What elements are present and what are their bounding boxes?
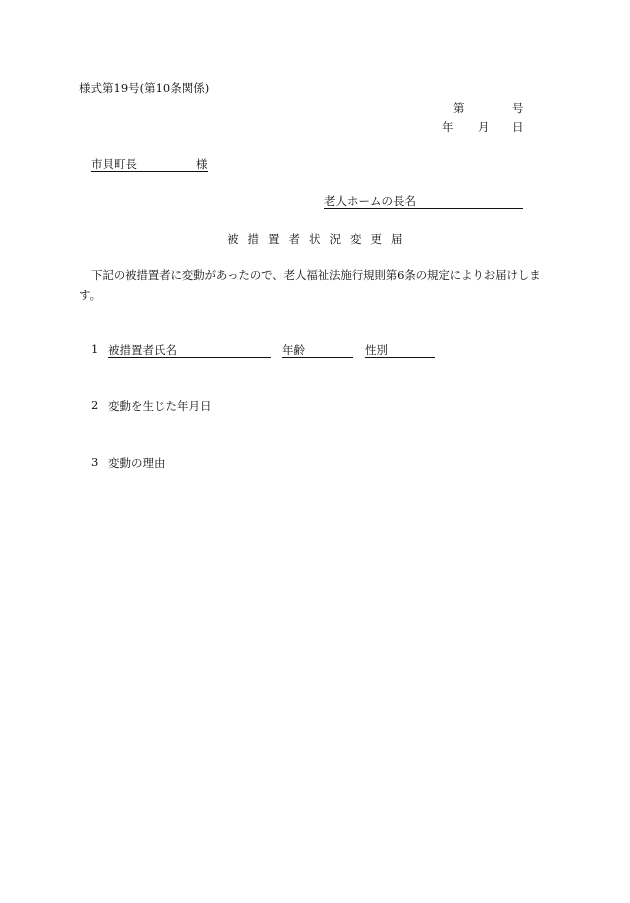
item-2-number: 2 xyxy=(91,398,99,412)
addressee-honorific: 様 xyxy=(196,157,208,171)
title-char: 届 xyxy=(391,232,403,246)
item-1-number: 1 xyxy=(91,342,99,356)
body-text-line-2: す。 xyxy=(79,288,102,302)
body-text-line-1: 下記の被措置者に変動があったので、老人福祉法施行規則第6条の規定によりお届けしま xyxy=(91,268,541,282)
addressee-name: 市貝町長 xyxy=(91,157,137,171)
addressee-line xyxy=(91,156,208,172)
item-2-label: 変動を生じた年月日 xyxy=(108,399,212,413)
title-char: 措 xyxy=(247,232,259,246)
sender-label: 老人ホームの長名 xyxy=(324,194,416,208)
document-title xyxy=(227,231,403,247)
issue-number-suffix: 号 xyxy=(512,101,524,115)
sender-line xyxy=(324,193,523,209)
date-month: 月 xyxy=(478,120,490,134)
title-char: 況 xyxy=(329,232,341,246)
item-3-number: 3 xyxy=(91,455,99,469)
form-number: 様式第19号(第10条関係) xyxy=(79,81,210,95)
item-1-label: 被措置者氏名 xyxy=(108,343,177,357)
title-char: 状 xyxy=(309,232,321,246)
date-day: 日 xyxy=(512,120,524,134)
item-1-age-label: 年齢 xyxy=(282,343,305,357)
item-1-sex-label: 性別 xyxy=(365,343,388,357)
item-1-sex-field xyxy=(365,342,435,358)
title-char: 置 xyxy=(268,232,280,246)
title-char: 被 xyxy=(227,232,239,246)
date-year: 年 xyxy=(442,120,454,134)
item-1-age-field xyxy=(282,342,353,358)
issue-number-prefix: 第 xyxy=(453,101,465,115)
item-3-label: 変動の理由 xyxy=(108,456,166,470)
title-char: 変 xyxy=(350,232,362,246)
title-char: 更 xyxy=(370,232,382,246)
title-char: 者 xyxy=(288,232,300,246)
item-1-field xyxy=(108,342,271,358)
